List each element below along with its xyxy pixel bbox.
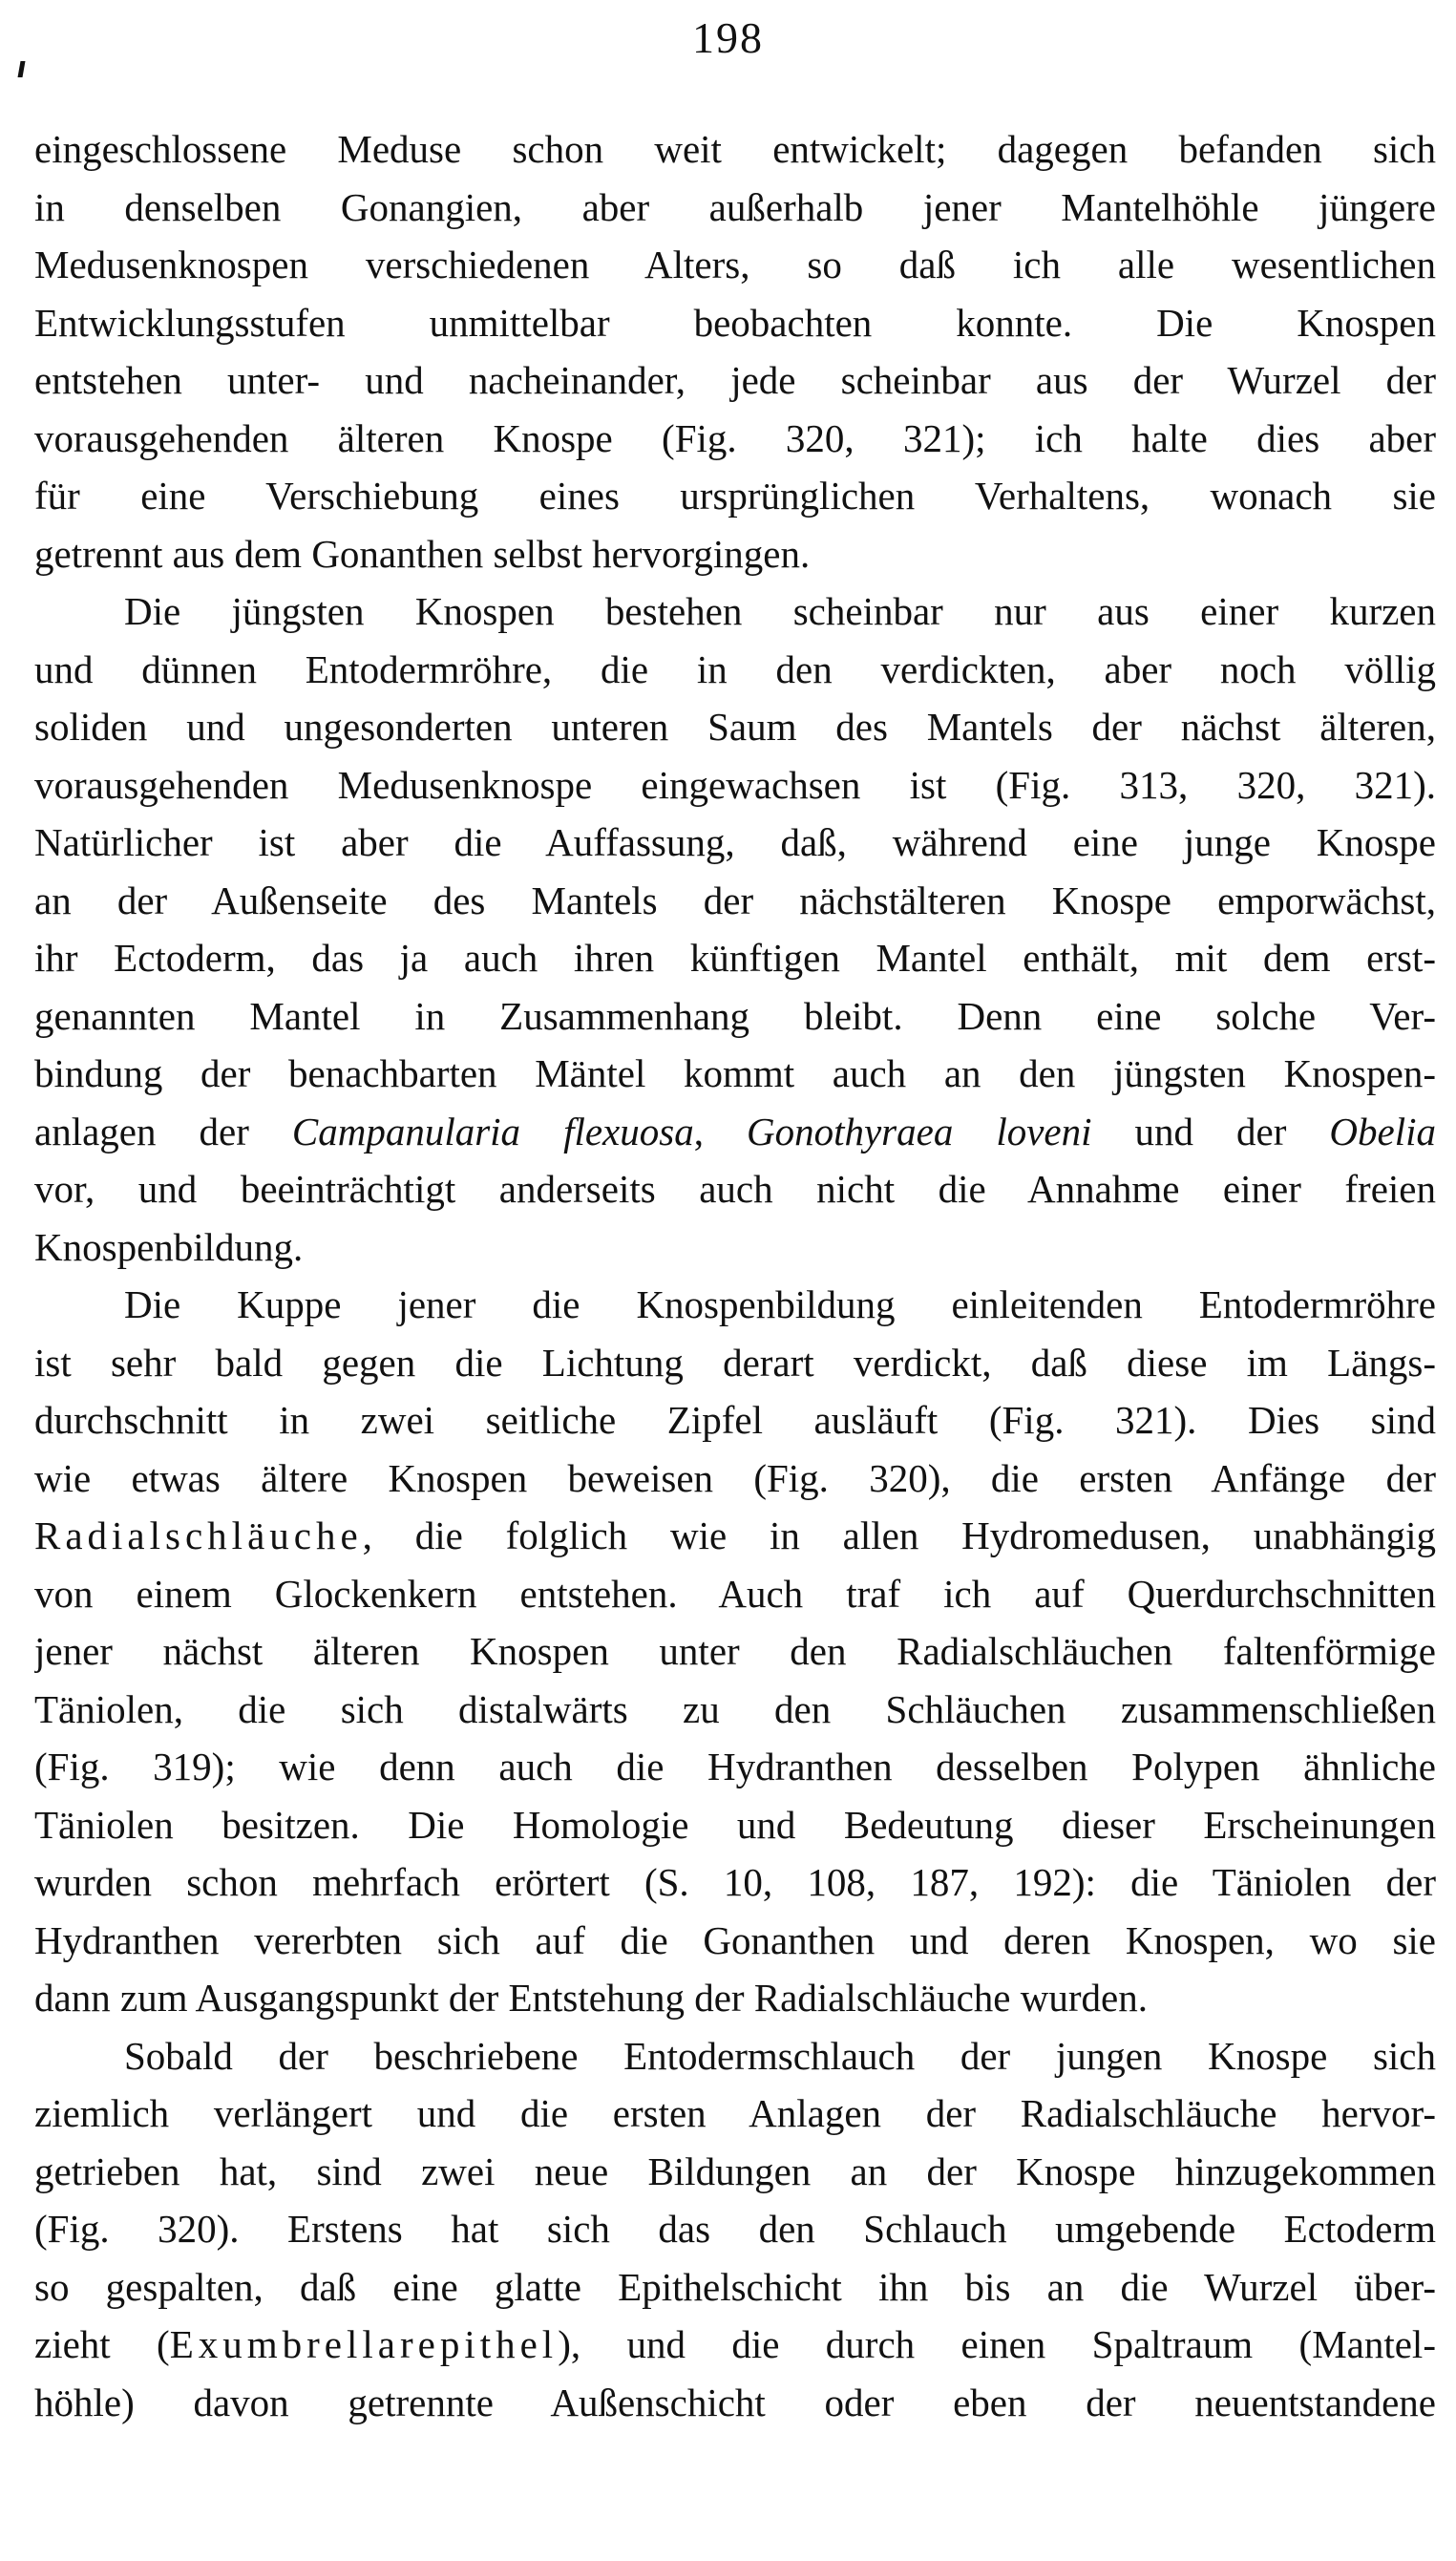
- text-line: so gespalten, daß eine glatte Epithelschicht ihn bis an die Wurzel über-: [34, 2264, 1436, 2309]
- text-line: ihr Ectoderm, das ja auch ihren künftigen Mantel enthält, mit dem erst-: [34, 936, 1436, 980]
- text-line: dann zum Ausgangspunkt der Entstehung der Radialschläuche wurden.: [34, 1976, 1148, 2020]
- text-line: ist sehr bald gegen die Lichtung derart verdickt, daß diese im Längs-: [34, 1340, 1436, 1385]
- text-line: Medusenknospen verschiedenen Alters, so daß ich alle wesentlichen: [34, 243, 1436, 286]
- text-line: wie etwas ältere Knospen beweisen (Fig. 320), die ersten Anfänge der: [34, 1455, 1436, 1500]
- text-line: jener nächst älteren Knospen unter den Radialschläuchen faltenförmige: [34, 1629, 1436, 1673]
- text-line: getrieben hat, sind zwei neue Bildungen an der Knospe hinzugekommen: [34, 2148, 1436, 2193]
- text-line: von einem Glockenkern entstehen. Auch traf ich auf Querdurchschnitten: [34, 1571, 1436, 1616]
- text-run: ), und die durch einen Spaltraum (Mantel-: [558, 2322, 1436, 2366]
- text-run: , die folglich wie in allen Hydromedusen, unabhängig: [362, 1513, 1436, 1557]
- text-run: und der: [1091, 1109, 1330, 1154]
- spaced-term: Radialschläuche: [34, 1513, 363, 1557]
- text-line: höhle) davon getrennte Außenschicht oder eben der neuentstandene: [34, 2380, 1436, 2424]
- text-line: Knospenbildung.: [34, 1224, 304, 1269]
- text-line: wurden schon mehrfach erörtert (S. 10, 108, 187, 192): die Täniolen der: [34, 1860, 1436, 1904]
- text-line: eingeschlossene Meduse schon weit entwickelt; dagegen befanden sich: [34, 127, 1436, 171]
- text-line: Die jüngsten Knospen bestehen scheinbar nur aus einer kurzen: [124, 589, 1436, 633]
- text-line: (Fig. 319); wie denn auch die Hydranthen desselben Polypen ähnliche: [34, 1745, 1436, 1788]
- text-line: Hydranthen vererbten sich auf die Gonanthen und deren Knospen, wo sie: [34, 1917, 1436, 1962]
- text-line: vorausgehenden Medusenknospe eingewachsen ist (Fig. 313, 320, 321).: [34, 762, 1436, 807]
- text-line: vorausgehenden älteren Knospe (Fig. 320, 321); ich halte dies aber: [34, 415, 1436, 460]
- text-line: ziemlich verlängert und die ersten Anlagen der Radialschläuche hervor-: [34, 2091, 1436, 2135]
- text-line: Entwicklungsstufen unmittelbar beobachten konnte. Die Knospen: [34, 300, 1436, 345]
- text-line: in denselben Gonangien, aber außerhalb jener Mantelhöhle jüngere: [34, 184, 1436, 229]
- text-line: Sobald der beschriebene Entodermschlauch der jungen Knospe sich: [124, 2033, 1436, 2078]
- spaced-term: Exumbrellarepithel: [169, 2322, 559, 2366]
- text-line: Natürlicher ist aber die Auffassung, daß, während eine junge Knospe: [34, 820, 1436, 864]
- species-name-gonothyraea: Gonothyraea loveni: [746, 1109, 1092, 1154]
- text-run: anlagen der: [34, 1109, 292, 1154]
- text-line: Die Kuppe jener die Knospenbildung einleitenden Entodermröhre: [124, 1282, 1436, 1326]
- text-line: Täniolen besitzen. Die Homologie und Bedeutung dieser Erscheinungen: [34, 1802, 1436, 1847]
- text-run: ,: [693, 1109, 747, 1154]
- species-name-campanularia: Campanularia flexuosa: [291, 1109, 694, 1154]
- text-line: an der Außenseite des Mantels der nächstälteren Knospe emporwächst,: [34, 878, 1436, 922]
- body-text: [34, 120, 1436, 2431]
- text-line: bindung der benachbarten Mäntel kommt auch an den jüngsten Knospen-: [34, 1051, 1436, 1095]
- text-line-exumbrella: [34, 2316, 1436, 2374]
- text-line: und dünnen Entodermröhre, die in den verdickten, aber noch völlig: [34, 646, 1436, 691]
- text-line: für eine Verschiebung eines ursprünglichen Verhaltens, wonach sie: [34, 474, 1436, 518]
- page-number: 198: [692, 13, 764, 62]
- text-run: zieht (: [34, 2322, 170, 2366]
- text-line: durchschnitt in zwei seitliche Zipfel ausläuft (Fig. 321). Dies sind: [34, 1398, 1436, 1442]
- text-line: soliden und ungesonderten unteren Saum des Mantels der nächst älteren,: [34, 705, 1436, 749]
- text-line: getrennt aus dem Gonanthen selbst hervorgingen.: [34, 531, 811, 576]
- text-line: genannten Mantel in Zusammenhang bleibt. Denn eine solche Ver-: [34, 993, 1436, 1038]
- text-line: vor, und beeinträchtigt anderseits auch nicht die Annahme einer freien: [34, 1167, 1436, 1211]
- text-line: Täniolen, die sich distalwärts zu den Schläuchen zusammenschließen: [34, 1686, 1436, 1731]
- text-line-radialschlaeuche: [34, 1507, 1436, 1565]
- text-line: entstehen unter- und nacheinander, jede scheinbar aus der Wurzel der: [34, 358, 1436, 402]
- text-line: (Fig. 320). Erstens hat sich das den Schlauch umgebende Ectoderm: [34, 2207, 1436, 2251]
- text-line-species: [34, 1103, 1436, 1161]
- genus-name-obelia: Obelia: [1329, 1109, 1436, 1154]
